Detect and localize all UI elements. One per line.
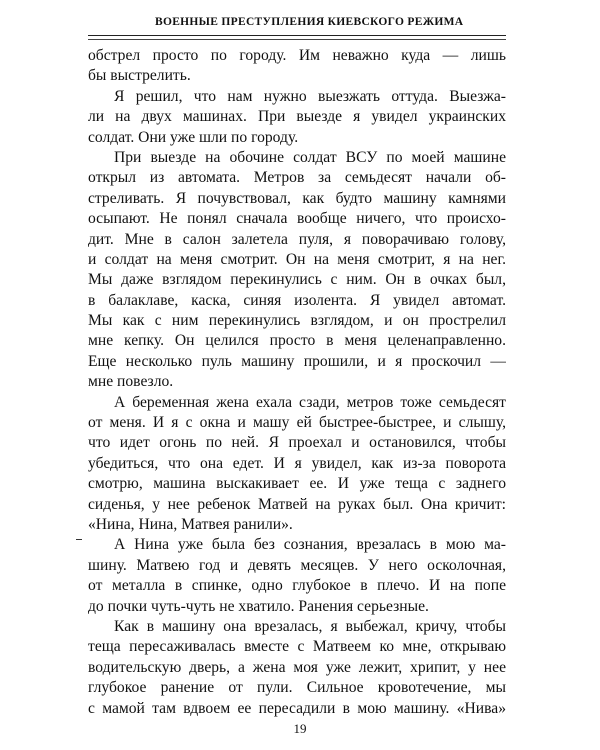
text-line: А беременная жена ехала сзади, метров тоже семьдесят [114,393,506,411]
text-line: и солдат на меня смотрит. Он на меня смотрит, я на нег. [88,250,506,268]
text-line: с мамой там вдвоем ее пересадили в мою машину. «Нива» [88,699,506,717]
margin-mark [76,539,82,540]
text-line: мне повезло. [88,373,174,391]
text-line: «Нина, Нина, Матвея ранили». [88,515,293,533]
text-line: от меня. И я с окна и машу ей быстрее-быстрее, и слышу, [88,414,506,432]
text-line: обстрел просто по городу. Им неважно куда — лишь [88,47,506,64]
text-line: мне кепку. Он целился просто в меня целенаправленно. [88,332,506,350]
text-line: что идет огонь по ней. Я проехал и остановился, чтобы [88,434,506,452]
text-line: дит. Мне в салон залетела пуля, я поворачиваю голову, [88,230,506,248]
text-line: бы выстрелить. [88,67,191,85]
text-line: открыл из автомата. Метров за семьдесят начали об- [88,169,506,187]
header-rule-thin [88,39,506,40]
text-line: Мы даже взглядом перекинулись с ним. Он в очках был, [88,271,506,289]
text-line: Я решил, что нам нужно выезжать оттуда. Выезжа- [114,87,506,105]
text-line: стреливать. Я почувствовал, как будто машину камнями [88,189,506,207]
text-line: Как в машину она врезалась, я выбежал, кричу, чтобы [114,617,506,635]
text-line: убедиться, что она едет. И я увидел, как из-за поворота [88,454,506,472]
text-line: глубокое ранение от пули. Сильное кровотечение, мы [88,679,506,697]
text-line: до почки чуть-чуть не хватило. Ранения серьезные. [88,597,429,615]
text-line: осыпают. Не понял сначала вообще ничего, что происхо- [88,210,506,228]
text-line: При выезде на обочине солдат ВСУ по моей машине [114,148,506,166]
body-text [88,46,506,719]
text-line: Мы как с ним перекинулись взглядом, и он прострелил [88,312,506,330]
header-rule [88,35,506,36]
text-line: ли на двух машинах. При выезде я увидел украинских [88,108,506,126]
text-line: шину. Матвею год и девять месяцев. У него осколочная, [88,556,506,574]
running-head: ВОЕННЫЕ ПРЕСТУПЛЕНИЯ КИЕВСКОГО РЕЖИМА [155,16,464,28]
text-line: А Нина уже была без сознания, врезалась в мою ма- [114,536,506,554]
text-line: в балаклаве, каска, синяя изолента. Я увидел автомат. [88,291,506,309]
text-line: сиденья, у нее ребенок Матвей на руках был. Она кричит: [88,495,506,513]
page-number: 19 [293,721,307,736]
text-line: смотрю, машина выскакивает ее. И уже теща с заднего [88,475,506,493]
text-line: водительскую дверь, а жена моя уже лежит, хрипит, у нее [88,658,506,676]
text-line: теща пересаживалась вместе с Матвеем ко мне, открываю [88,638,506,656]
text-line: Еще несколько пуль машину прошили, и я проскочил — [88,352,506,370]
text-line: от металла в спинке, одно глубокое в плечо. И на попе [88,577,506,595]
text-line: солдат. Они уже шли по городу. [88,128,299,146]
